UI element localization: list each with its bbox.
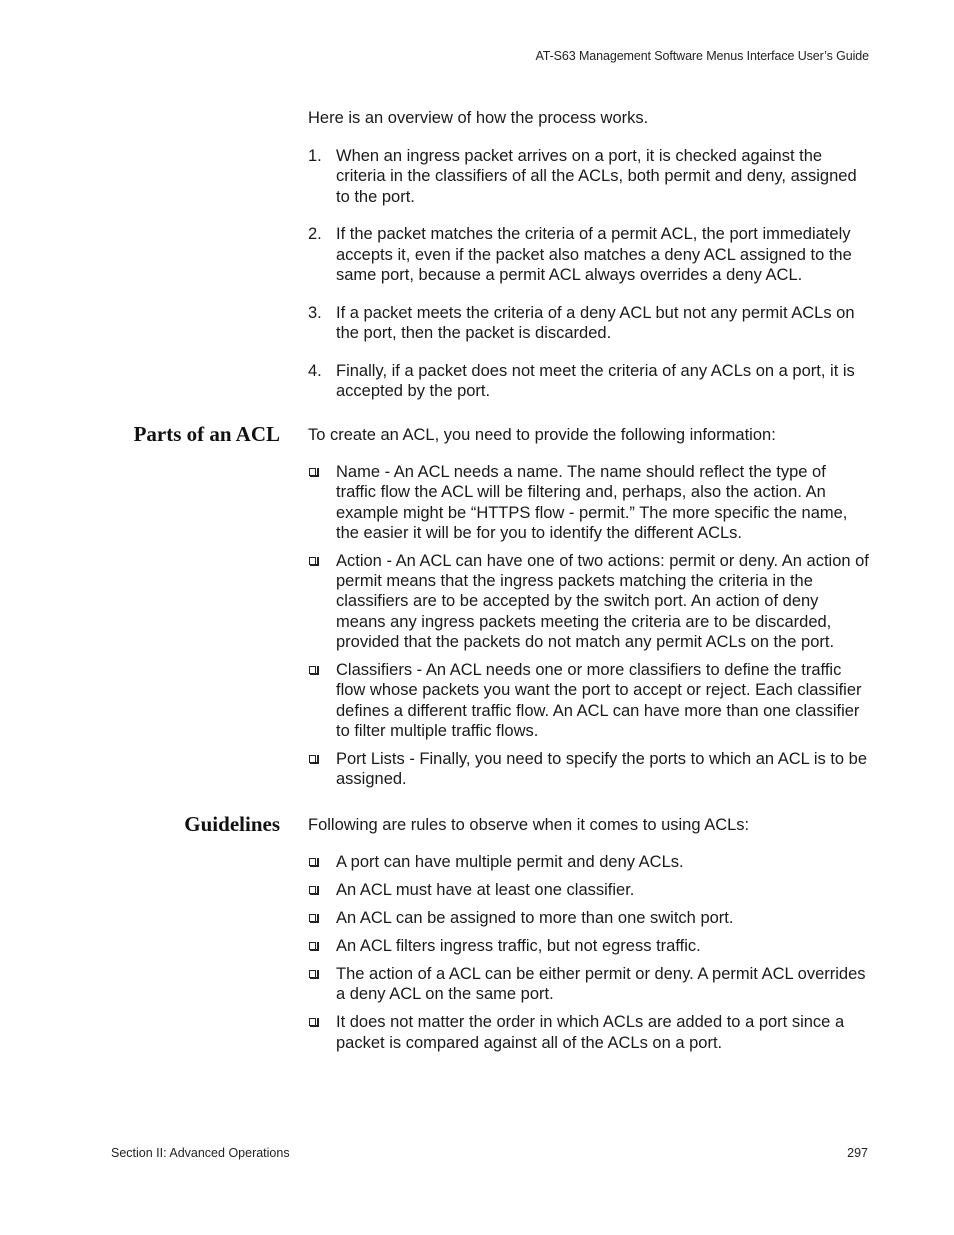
list-item-text: Classifiers - An ACL needs one or more classifiers to define the traffic flow whose packets you want the port to accept or reject. Each classifier defines a different traffic flow. An ACL can have more than one classifier to filter multiple traffic flows. (336, 661, 862, 740)
checkbox-bullet-icon (309, 468, 316, 476)
list-item-text: The action of a ACL can be either permit or deny. A permit ACL overrides a deny ACL on the same port. (336, 964, 866, 1004)
list-item-text: It does not matter the order in which ACLs are added to a port since a packet is compared against all of the ACLs on a port. (336, 1013, 845, 1052)
process-step (308, 146, 870, 207)
running-header: AT-S63 Management Software Menus Interface User’s Guide (535, 49, 869, 63)
footer-section-label: Section II: Advanced Operations (111, 1146, 290, 1160)
list-item (308, 749, 870, 790)
intro-paragraph: Here is an overview of how the process works. (308, 109, 649, 127)
list-item (308, 660, 870, 741)
list-item (308, 551, 870, 652)
checkbox-bullet-icon (309, 1018, 316, 1026)
step-text: If a packet meets the criteria of a deny ACL but not any permit ACLs on the port, then the packet is discarded. (336, 303, 855, 343)
step-text: Finally, if a packet does not meet the criteria of any ACLs on a port, it is accepted by the port. (336, 361, 855, 401)
list-item (308, 964, 870, 1005)
step-number: 4. (308, 361, 322, 380)
checkbox-bullet-icon (309, 970, 316, 978)
parts-lead-paragraph: To create an ACL, you need to provide the following information: (308, 426, 776, 444)
list-item-text: An ACL filters ingress traffic, but not egress traffic. (336, 936, 701, 955)
list-item-text: Port Lists - Finally, you need to specify the ports to which an ACL is to be assigned. (336, 749, 868, 789)
process-step (308, 224, 870, 285)
process-steps-list (308, 146, 870, 419)
checkbox-bullet-icon (309, 914, 316, 922)
list-item (308, 462, 870, 543)
step-number: 3. (308, 303, 322, 322)
guidelines-lead-paragraph: Following are rules to observe when it comes to using ACLs: (308, 816, 750, 834)
step-text: When an ingress packet arrives on a port, it is checked against the criteria in the classifiers of all the ACLs, both permit and deny, assigned to the port. (336, 147, 857, 206)
section-heading-guidelines: Guidelines (184, 812, 280, 836)
step-number: 1. (308, 147, 322, 165)
checkbox-bullet-icon (309, 886, 316, 894)
process-step (308, 361, 870, 402)
list-item (308, 936, 870, 956)
checkbox-bullet-icon (309, 755, 316, 763)
step-number: 2. (308, 225, 322, 244)
list-item (308, 908, 870, 928)
list-item (308, 852, 870, 872)
checkbox-bullet-icon (309, 666, 316, 674)
checkbox-bullet-icon (309, 557, 316, 565)
list-item-text: A port can have multiple permit and deny ACLs. (336, 853, 684, 871)
checkbox-bullet-icon (309, 858, 316, 866)
list-item (308, 880, 870, 900)
guidelines-bullet-list (308, 852, 870, 1061)
process-step (308, 303, 870, 344)
list-item-text: Name - An ACL needs a name. The name should reflect the type of traffic flow the ACL will be filtering and, perhaps, also the action. An example might be “HTTPS flow - permit.” The more specific the name, the easier it will be for you to identify the different ACLs. (336, 463, 848, 542)
list-item-text: An ACL must have at least one classifier. (336, 880, 635, 899)
footer-page-number: 297 (847, 1146, 868, 1160)
section-heading-parts-of-acl: Parts of an ACL (133, 422, 280, 446)
list-item (308, 1012, 870, 1053)
parts-bullet-list (308, 462, 870, 797)
list-item-text: Action - An ACL can have one of two actions: permit or deny. An action of permit means that the ingress packets matching the criteria in the classifiers are to be accepted by the switch port. An action of deny means any ingress packets meeting the criteria are to be discarded, provided that the packets do not match any permit ACLs on the port. (336, 551, 869, 652)
step-text: If the packet matches the criteria of a permit ACL, the port immediately accepts it, even if the packet also matches a deny ACL assigned to the same port, because a permit ACL always overrides a deny ACL. (336, 225, 852, 284)
checkbox-bullet-icon (309, 942, 316, 950)
list-item-text: An ACL can be assigned to more than one switch port. (336, 908, 734, 927)
